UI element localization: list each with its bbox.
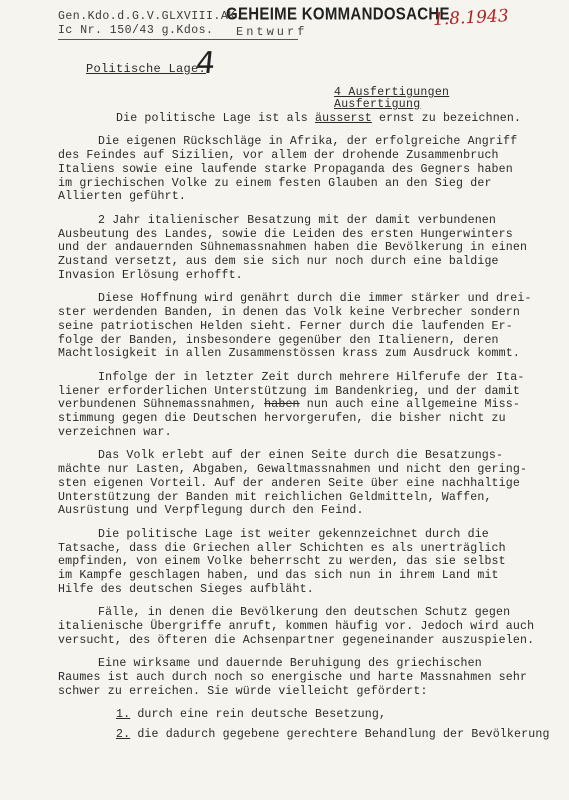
paragraph [58,657,546,698]
text-line: Das Volk erlebt auf der einen Seite durch die Besatzungs- [98,449,504,463]
text-segment: ernst zu bezeichnen. [371,112,522,125]
emphasized-word: äusserst [315,112,372,125]
text-line: italienische Übergriffe anruft, kommen häufig vor. Jedoch wird auch [58,620,535,633]
text-line: Eine wirksame und dauernde Beruhigung des griechischen [98,657,482,671]
copies-note [334,87,449,111]
text-line: des Feindes auf Sizilien, vor allem der drohende Zusammenbruch [58,149,499,163]
text-line: und der andauernden Sühnemassnahmen haben die Bevölkerung in einen [58,241,528,255]
text-line [58,112,546,126]
handwritten-date: 1.8.1943 [432,6,510,30]
text-line: seine patriotischen Helden sieht. Ferner durch die laufenden Er- [58,319,513,333]
text-line: stimmung gegen die Deutschen hervorgerufen, die bisher nicht zu [58,412,506,426]
text-line: ster werdenden Banden, in denen das Volk keine Verbrecher sondern [58,306,520,320]
draft-label: Entwurf [236,25,308,39]
text-line: verzeichnen war. [58,425,172,439]
list-item-text: durch eine rein deutsche Besetzung, [130,707,387,721]
text-line: Zustand versetzt, aus dem sie sich nur noch durch eine baldige [58,255,499,269]
text-line [58,398,546,412]
text-line: 2 Jahr italienischer Besatzung mit der damit verbundenen [98,213,497,227]
measures-list [58,707,550,742]
text-line: liener erforderlichen Unterstützung im Bandenkrieg, und der damit [58,384,520,398]
text-line: versucht, des öfteren die Achsenpartner gegeneinander auszuspielen. [58,633,535,647]
text-line: Italiens sowie eine laufende starke Propaganda des Gegners haben [58,162,513,176]
reference-line-1: Gen.Kdo.d.G.V.GLXVIII.AK. [58,10,244,23]
paragraph [58,449,546,518]
paragraph [58,112,546,126]
list-item [58,708,546,722]
text-segment: nun auch eine allgemeine Miss- [299,398,521,412]
paragraph [58,135,546,204]
paragraph [58,606,546,647]
text-segment: Die politische Lage ist als [116,112,316,125]
classification-stamp: GEHEIME KOMMANDOSACHE [226,4,450,25]
text-line: schwer zu erreichen. Sie würde vielleicht gefördert: [58,684,428,698]
text-line: folge der Banden, insbesondere gegenüber den Italienern, deren [58,333,499,347]
text-line: Raumes ist auch durch noch so energische und harte Massnahmen sehr [58,670,528,684]
text-segment: verbundenen Sühnemassnahmen, [58,398,265,412]
paragraph [58,292,546,361]
list-item-text: die dadurch gegebene gerechtere Behandlung der Bevölkerung [130,727,550,741]
text-line: Invasion Erlösung erhofft. [58,268,243,282]
text-line: im Kampfe geschlagen haben, und das sich nun in ihrem Land mit [58,569,499,583]
paragraph [58,371,546,440]
text-line: Allierten geführt. [58,190,186,204]
list-item-number: 2. [116,727,131,741]
text-line: Machtlosigkeit in allen Zusammenstössen krass zum Ausdruck kommt. [58,347,520,361]
text-line: Die politische Lage ist weiter gekennzeichnet durch die [98,527,489,541]
header-rule [58,39,298,40]
reference-line-2: Ic Nr. 150/43 g.Kdos. [58,24,214,37]
list-item [58,727,550,742]
text-line: im griechischen Volke zu einem festen Glauben an den Sieg der [58,176,492,190]
struck-word: haben [264,398,300,412]
text-line: mächte nur Lasten, Abgaben, Gewaltmassnahmen und nicht den gering- [58,463,528,477]
paragraph [58,214,546,283]
text-line: Fälle, in denen die Bevölkerung den deutschen Schutz gegen [98,606,511,620]
copies-line-1: 4 Ausfertigungen [334,86,450,99]
text-line: Ausrüstung und Verpflegung durch den Feind. [58,504,364,518]
text-line: sten eigenen Vorteil. Auf der anderen Seite über eine nachhaltige [58,476,520,490]
list-item-number: 1. [116,707,131,721]
text-line: empfinden, von einem Volke beherrscht zu werden, das sie selbst [58,555,506,569]
text-line: Ausbeutung des Landes, sowie die Leiden des ersten Hungerwinters [58,227,513,241]
text-line: Die eigenen Rückschläge in Afrika, der erfolgreiche Angriff [98,135,518,149]
copies-line-2: Ausfertigung [334,98,421,111]
document-title: Politische Lage. [86,62,207,76]
text-line: Unterstützung der Banden mit reichlichen Geldmitteln, Waffen, [58,490,492,504]
document-body [58,112,550,748]
handwritten-mark: 4 [194,46,217,81]
text-line: Diese Hoffnung wird genährt durch die immer stärker und drei- [98,292,532,306]
paragraph [58,528,546,597]
text-line: Tatsache, dass die Griechen aller Schichten es als unerträglich [58,541,506,555]
text-line: Hilfe des deutschen Sieges aufbläht. [58,582,314,596]
text-line: Infolge der in letzter Zeit durch mehrere Hilferufe der Ita- [98,370,525,384]
